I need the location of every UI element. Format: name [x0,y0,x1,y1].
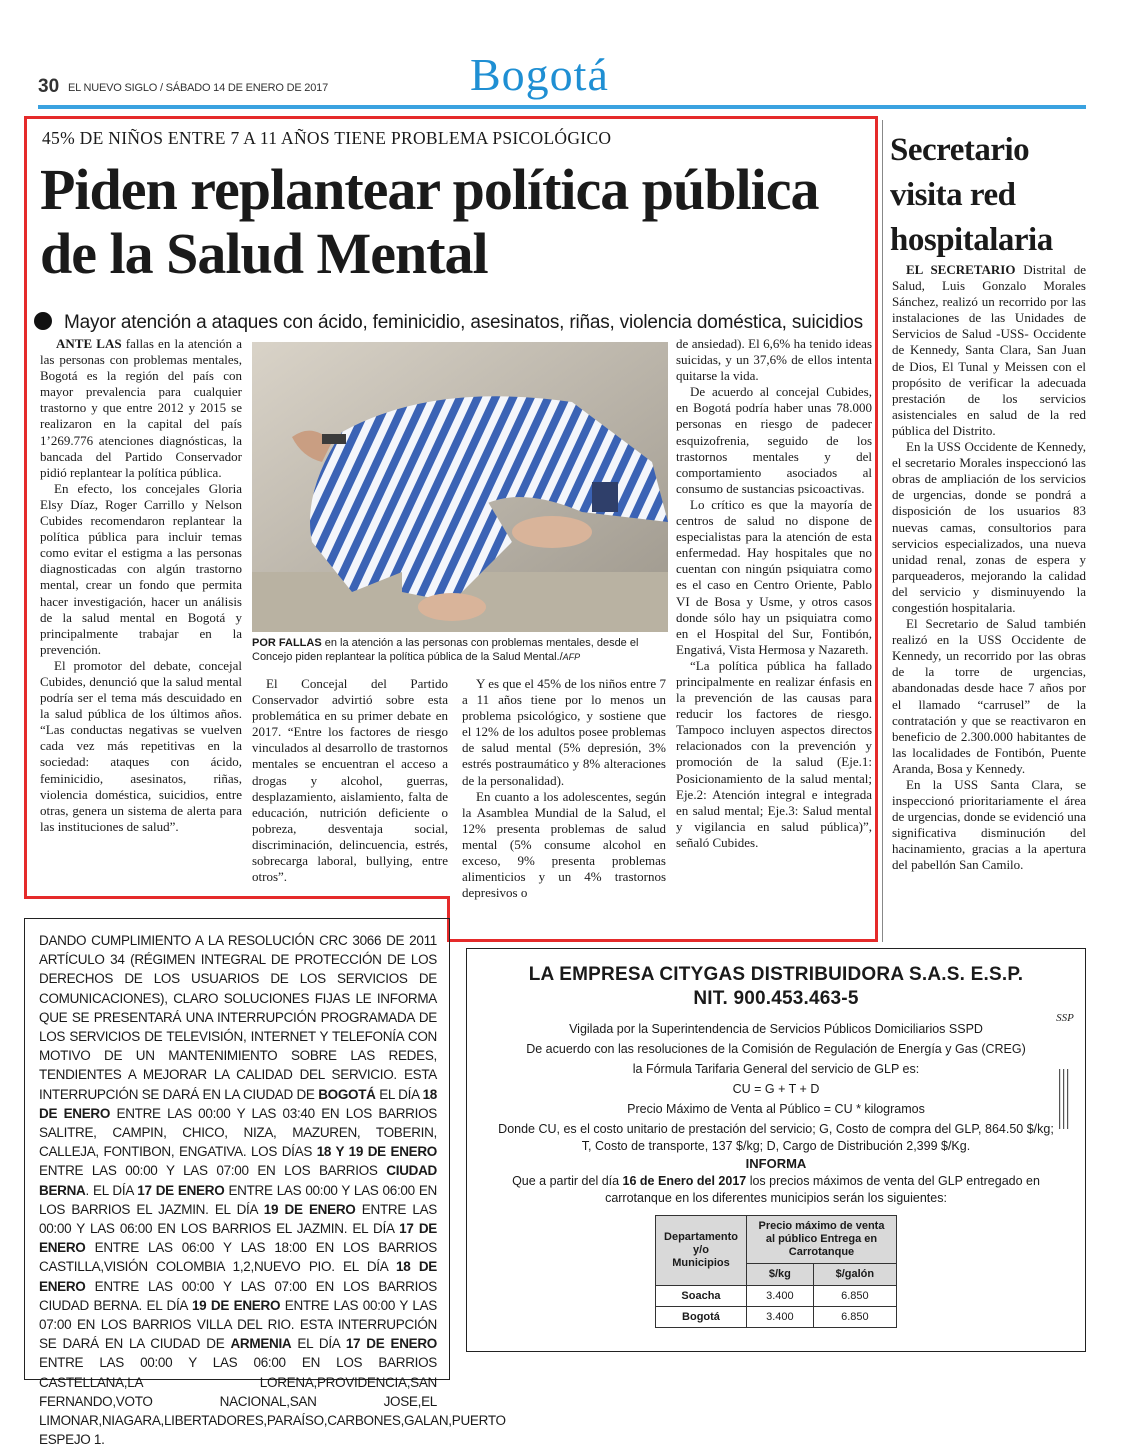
sidebar-headline: Secretario visita red hospitalaria [890,132,1053,258]
table-header-precio: Precio máximo de venta al público Entrega en Carrotanque [746,1216,896,1264]
paragraph: Y es que el 45% de los niños entre 7 a 11 años tiene por lo menos un problema psicológico, y sostiene que el 12% de los adultos posee problemas de salud mental (5% depresión, 3% estrés postraumático y 8% alteraciones de la personalidad). [462,676,666,788]
paragraph: En efecto, los concejales Gloria Elsy Díaz, Roger Carrillo y Nelson Cubides recomendaron replantear la política pública para incluir temas como evitar el estigma a las personas diagnosticadas con algún trastorno mental, crear un fondo que permita hacer investigación, hacer un análisis de la salud mental en Bogotá y principalmente trabajar en la prevención. [40,480,242,657]
table-header-row [656,1216,897,1264]
notice-text: Que a partir del día [512,1174,623,1188]
article-column-3 [462,676,666,901]
section-title: Bogotá [470,49,609,100]
paragraph-text: Distrital de Salud, Luis Gonzalo Morales Sánchez, realizó un recorrido por las instalaciones de las Unidades de Servicios de Salud -USS- Occidente de Kennedy, Santa Clara, San Juan de Dios, El Tunal y Meissen con el propósito de verificar la adecuada prestación de los servicios asistenciales en salud de la red pública del Distrito. [892,262,1086,438]
paragraph [40,336,242,481]
table-cell-galon: 6.850 [813,1307,896,1328]
deck-text: Mayor atención a ataques con ácido, feminicidio, asesinatos, riñas, violencia doméstica, suicidios [64,312,863,333]
table-cell-galon: 6.850 [813,1286,896,1307]
notice-line [467,1173,1085,1207]
paragraph-text: fallas en la atención a las personas con problemas mentales, Bogotá es la región del país con mayor prevalencia para cualquier trastorno y que entre 2012 y 2015 se realizaron en la capital del país 1’269.776 atenciones diagnósticas, la bancada del Partido Conservador pidió replantear la política pública. [40,336,242,480]
citygas-title: LA EMPRESA CITYGAS DISTRIBUIDORA S.A.S. E.S.P. [528,964,1024,985]
notice-emphasis: BOGOTÁ [318,1086,376,1102]
photo-patient-striped-pajamas [252,342,668,632]
paragraph: El promotor del debate, concejal Cubides, denunció que la salud mental podría ser el tema más descuidado en la salud pública de los últimos años. “Las conductas negativas se vuelven cada vez más repetitivas en la sociedad: ataques con ácido, feminicidio, asesinatos, riñas, violencia doméstica, suicidios, entre otras, genera un sistema de alerta para las instituciones de salud”. [40,657,242,834]
notice-line: Precio Máximo de Venta al Público = CU * kilogramos [627,1102,925,1116]
notice-line: De acuerdo con las resoluciones de la Comisión de Regulación de Energía y Gas (CREG) [526,1042,1026,1056]
article-column-4 [676,336,872,851]
ssp-logo-icon [1055,1009,1075,1139]
column-divider [882,120,883,942]
notice-text: ENTRE LAS 00:00 Y LAS 06:00 EN LOS BARRIOS EL JAZMIN. EL DÍA [39,1201,437,1237]
paragraph: de ansiedad). El 6,6% ha tenido ideas suicidas, y un 37,6% de ellos intenta quitarse la vida. [676,336,872,384]
paragraph: En la USS Occidente de Kennedy, el secretario Morales inspeccionó las obras de ampliación de los servicios de urgencias, donde se pondrá a disposición de los usuarios 83 nuevas camas, consultorios para servicios especializados, una nueva unidad renal, zonas de espera y parqueaderos, mejorando la calidad del servicio y disminuyendo la congestión hospitalaria. [892,439,1086,615]
paragraph: De acuerdo al concejal Cubides, en Bogotá podría haber unas 78.000 personas en riesgo de padecer esquizofrenia, seguido de los trastornos mentales y del comportamiento asociados al consumo de sustancias psicoactivas. [676,384,872,496]
notice-emphasis: 17 DE ENERO [345,1336,437,1352]
article-kicker: 45% DE NIÑOS ENTRE 7 A 11 AÑOS TIENE PROBLEMA PSICOLÓGICO [42,128,612,148]
caption-lead: POR FALLAS [252,637,322,649]
informa-heading: INFORMA [745,1156,807,1171]
paragraph: En la USS Santa Clara, se inspeccionó prioritariamente el área de urgencias, donde se evidenció una significativa disminución del hacinamiento, gracias a la apertura del pabellón San Camilo. [892,777,1086,873]
photo-credit: AFP [562,652,581,662]
notice-text: EL DÍA [375,1086,423,1102]
article-photo [252,342,668,632]
header-rule [38,105,1086,109]
notice-emphasis: 19 DE ENERO [263,1201,356,1217]
notice-emphasis: 18 DE ENERO [39,1086,437,1121]
paragraph: Lo crítico es que la mayoría de centros de salud no dispone de especialistas para la atención de esta enfermedad. Hay hospitales que no cuentan con ningún psiquiatra como es el caso en Centro Oriente, Pablo VI de Bosa y Usme, y otros casos donde sólo hay un psiquiatra como en el Hospital del Sur, Fontibón, Engativá, Vista Hermosa y Nazareth. [676,496,872,657]
table-header-kg: $/kg [746,1264,813,1286]
notice-text: los precios máximos de venta del GLP entregado en carrotanque en los diferentes municipios serán los siguientes: [605,1174,1040,1205]
notice-emphasis: 18 DE ENERO [39,1259,437,1294]
notice-text: ENTRE LAS 06:00 Y LAS 18:00 EN LOS BARRIOS CASTILLA,VISIÓN COLOMBIA 1,2,NUEVO PIO. EL DÍA [39,1240,437,1275]
notice-emphasis: 16 de Enero del 2017 [622,1174,747,1188]
paragraph: El Concejal del Partido Conservador advirtió sobre esta problemática en su primer debate en 2017. “Entre los factores de riesgo vinculados al desarrollo de trastornos mentales se encuentran el acceso a drogas y alcohol, guerras, desplazamiento, aislamiento, falta de educación, nutrición deficiente o pobreza, desventaja social, discriminación, delincuencia, estrés, sobrecarga laboral, bullying, entre otros”. [252,676,448,885]
article-deck [34,312,874,334]
article-headline: Piden replantear política pública de la Salud Mental [40,157,819,286]
notice-text: ENTRE LAS 00:00 Y LAS 03:40 EN LOS BARRIOS SALITRE, CAMPIN, CHICO, NIZA, MAZUREN, TOBERIN, CALLEJA, FONTIBON, ENGATIVA. LOS DÍAS [39,1105,437,1160]
notice-text: DANDO CUMPLIMIENTO A LA RESOLUCIÓN CRC 3066 DE 2011 ARTÍCULO 34 (RÉGIMEN INTEGRAL DE PROTECCIÓN DE LOS DERECHOS DE LOS USUARIOS DE LOS SERVICIOS DE COMUNICACIONES), CLARO SOLUCIONES FIJAS LE INFORMA QUE SE PRESENTARÁ UNA INTERRUPCIÓN PROGRAMADA DE LOS SERVICIOS DE TELEVISIÓN, INTERNET Y TELEFONÍA CON MOTIVO DE UN MANTENIMIENTO SOBRE LAS REDES, TENDIENTES A MEJORAR LA CALIDAD DEL SERVICIO. ESTA INTERRUPCIÓN SE DARÁ EN LA CIUDAD DE [39,933,437,1102]
price-table [655,1215,897,1328]
notice-emphasis: CIUDAD BERNA [39,1163,437,1198]
table-cell-kg: 3.400 [746,1307,813,1328]
paragraph [892,262,1086,439]
paragraph: El Secretario de Salud también realizó en la USS Occidente de Kennedy, un recorrido por las obras de la torre de urgencias, abandonadas desde hace 7 años por el llamado “carrusel” de la contratación y que se reactivaron en beneficio de 2.300.000 habitantes de las localidades de Fontibón, Puente Aranda, Bosa y Kennedy. [892,616,1086,776]
table-cell-kg: 3.400 [746,1286,813,1307]
table-header-municipio: Departamento y/o Municipios [656,1216,747,1286]
article-column-1 [40,336,242,835]
notice-line: Vigilada por la Superintendencia de Servicios Públicos Domiciliarios SSPD [569,1022,983,1036]
notice-text: ENTRE LAS 00:00 Y LAS 06:00 EN LOS BARRIOS CASTELLANA,LA LORENA,PROVIDENCIA,SAN FERNANDO,VOTO NACIONAL,SAN JOSE,EL LIMONAR,NIAGARA,LIBERTADORES,PARAÍSO,CARBONES,GALAN,PUERTO ESPEJO 1. [39,1355,506,1448]
notice-emphasis: 18 Y 19 DE ENERO [316,1144,438,1160]
paragraph: “La política pública ha fallado principalmente en realizar énfasis en la prevención de las causas para reducir los factores de riesgo. Tampoco incluyen aspectos directos relacionados con la prevención y promoción de la salud (Eje.1: Posicionamiento de la salud mental; Eje.2: Atención integral e integrada en salud mental; Eje.3: Salud mental y vigilancia en salud pública)”, señaló Cubides. [676,657,872,850]
notice-text: EL DÍA [291,1336,346,1352]
citygas-nit: NIT. 900.453.463-5 [693,988,859,1009]
table-row [656,1307,897,1328]
sidebar-article [892,262,1086,874]
lead-in: EL SECRETARIO [906,262,1016,277]
paragraph: En cuanto a los adolescentes, según la Asamblea Mundial de la Salud, el 12% presenta problemas de salud mental (5% consume alcohol en exceso, 9% presenta problemas alimenticios y un 4% trastornos depresivos o [462,788,666,901]
notice-text: ENTRE LAS 00:00 Y LAS 07:00 EN LOS BARRIOS CIUDAD BERNA. EL DÍA [39,1278,437,1313]
table-row [656,1286,897,1307]
table-cell-municipio: Soacha [656,1286,747,1307]
ssp-logo-text: SSP [1056,1012,1074,1024]
dateline: EL NUEVO SIGLO / SÁBADO 14 DE ENERO DE 2017 [68,82,328,94]
table-cell-municipio: Bogotá [656,1307,747,1328]
table-header-galon: $/galón [813,1264,896,1286]
notice-emphasis: 19 DE ENERO [191,1297,281,1313]
claro-notice [24,918,506,1448]
citygas-notice [466,948,1086,1352]
caption-text: en la atención a las personas con problemas mentales, desde el Concejo piden replantear la política pública de la Salud Mental./ [252,637,639,663]
page-number: 30 [38,76,60,97]
notice-text: ENTRE LAS 00:00 Y LAS 06:00 EN LOS BARRIOS EL JAZMIN. EL DÍA [39,1182,437,1217]
notice-line: la Fórmula Tarifaria General del servicio de GLP es: [632,1062,920,1076]
notice-emphasis: ARMENIA [230,1336,292,1352]
notice-text: ENTRE LAS 00:00 Y LAS 07:00 EN LOS BARRIOS VILLA DEL RIO. ESTA INTERRUPCIÓN SE DARÁ EN LA CIUDAD DE [39,1297,437,1352]
notice-emphasis: 17 DE ENERO [137,1182,225,1198]
notice-text: . EL DÍA [85,1182,138,1198]
notice-line: Donde CU, es el costo unitario de prestación del servicio; G, Costo de compra del GLP, 864.50 $/kg; T, Costo de transporte, 137 $/kg; D, Cargo de Distribución 2,399 $/Kg. [498,1122,1054,1153]
notice-text: ENTRE LAS 00:00 Y LAS 07:00 EN LOS BARRIOS [39,1163,387,1179]
tariff-formula: CU = G + T + D [732,1082,820,1096]
notice-emphasis: 17 DE ENERO [39,1221,437,1256]
lead-in: ANTE LAS [56,336,122,351]
photo-caption [252,636,668,664]
bullet-icon [34,312,52,330]
article-column-2 [252,676,448,885]
